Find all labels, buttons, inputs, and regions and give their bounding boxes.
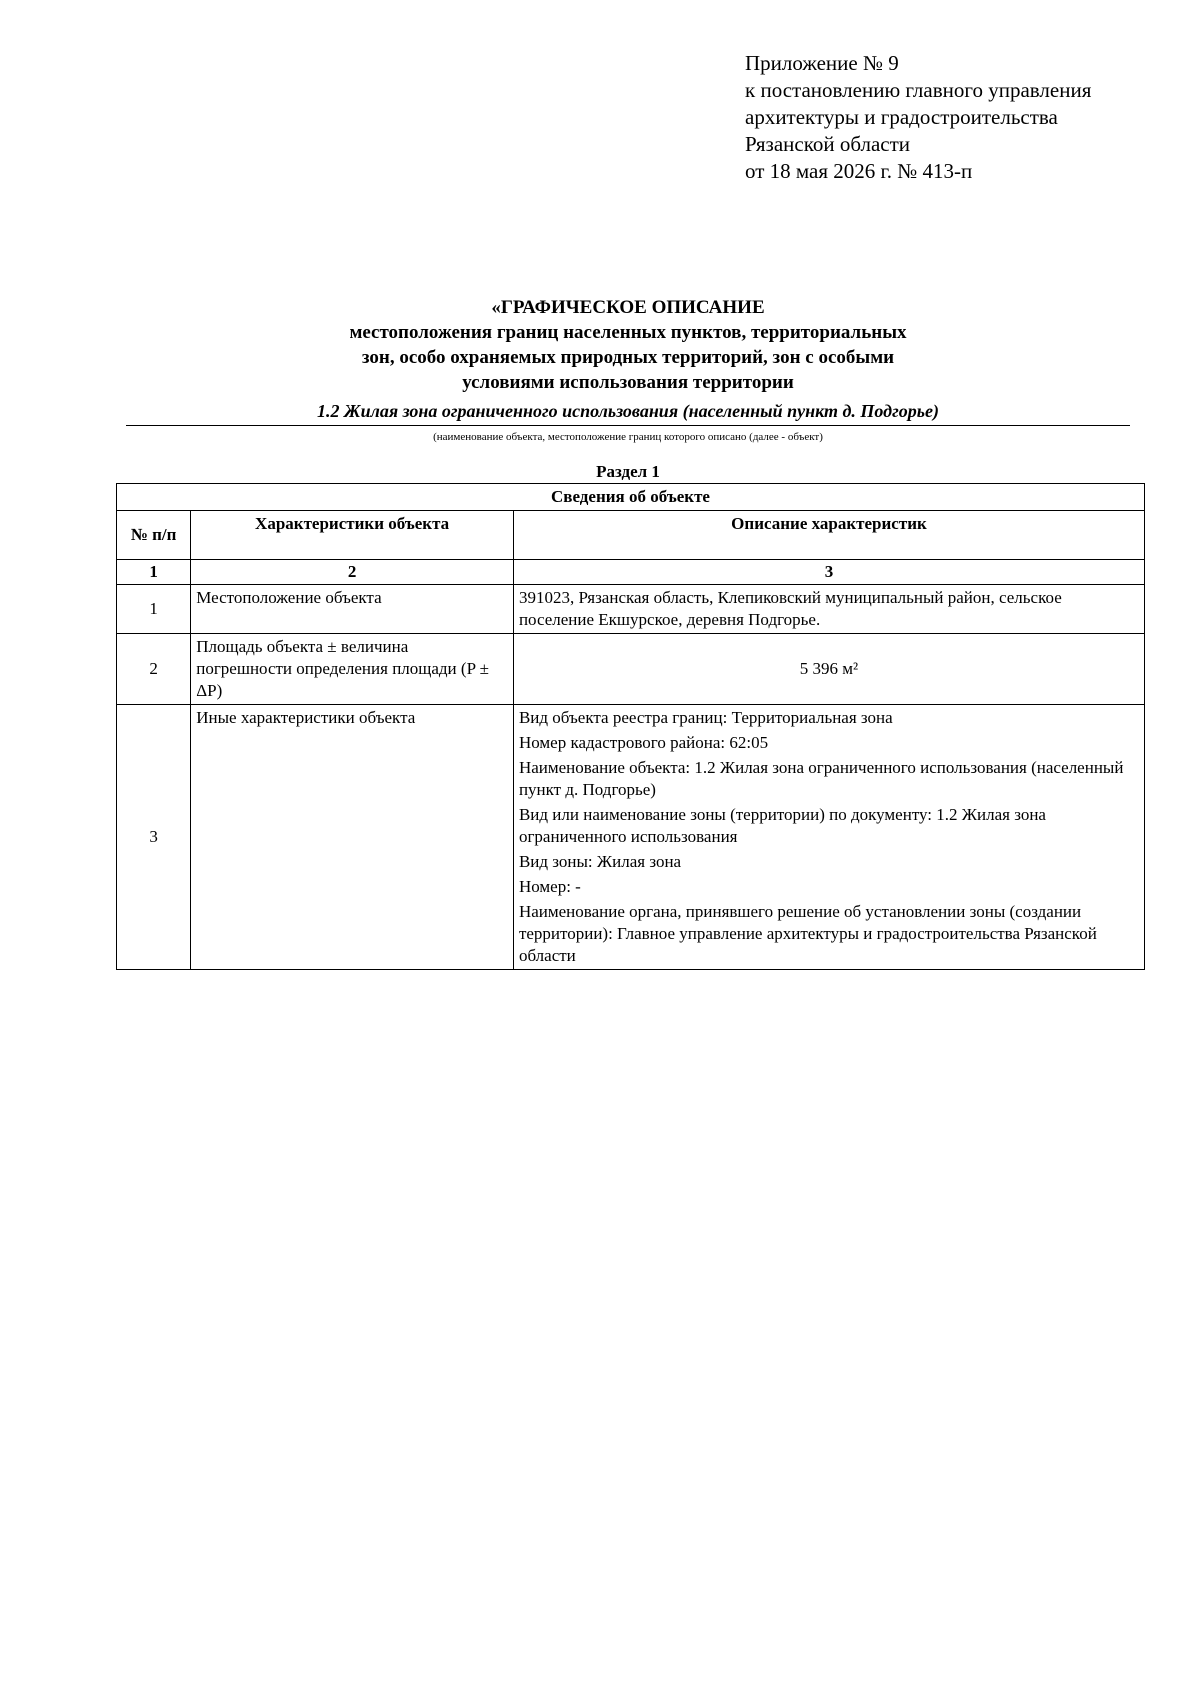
column-number: 2 bbox=[191, 560, 514, 585]
description-line: Наименование объекта: 1.2 Жилая зона ограниченного использования (населенный пункт д. Подгорье) bbox=[518, 758, 1124, 799]
object-name-underline bbox=[126, 425, 1130, 426]
description-line: Вид объекта реестра границ: Территориальная зона bbox=[518, 708, 893, 727]
row-num: 3 bbox=[117, 705, 191, 970]
title-subtitle-line: местоположения границ населенных пунктов, территориальных bbox=[349, 322, 907, 343]
table-header-row bbox=[117, 511, 1145, 560]
appendix-line: архитектуры и градостроительства bbox=[745, 105, 1058, 129]
column-number: 1 bbox=[117, 560, 191, 585]
object-name: 1.2 Жилая зона ограниченного использования (населенный пункт д. Подгорье) bbox=[317, 401, 939, 421]
table-title: Сведения об объекте bbox=[117, 484, 1145, 511]
title-subtitle-line: зон, особо охраняемых природных территорий, зон с особыми bbox=[361, 347, 895, 368]
description-line: Вид или наименование зоны (территории) по документу: 1.2 Жилая зона ограниченного использования bbox=[518, 805, 1046, 846]
appendix-header bbox=[745, 50, 1091, 185]
row-description bbox=[513, 705, 1144, 970]
column-number-row bbox=[117, 560, 1145, 585]
document-title bbox=[126, 295, 1130, 395]
description-line: Номер кадастрового района: 62:05 bbox=[518, 733, 769, 752]
row-num: 1 bbox=[117, 585, 191, 634]
row-characteristic: Местоположение объекта bbox=[191, 585, 514, 634]
header-characteristic: Характеристики объекта bbox=[191, 511, 514, 560]
appendix-line: к постановлению главного управления bbox=[745, 78, 1092, 102]
row-characteristic: Иные характеристики объекта bbox=[191, 705, 514, 970]
area-value: 5 396 м² bbox=[799, 659, 859, 678]
header-num: № п/п bbox=[117, 511, 191, 560]
description-line: 391023, Рязанская область, Клепиковский муниципальный район, сельское поселение Екшурское, деревня Подгорье. bbox=[518, 588, 1062, 629]
table-title-row bbox=[117, 484, 1145, 511]
description-line: Наименование органа, принявшего решение об установлении зоны (создании территории): Главное управление архитектуры и градостроительства Рязанской области bbox=[518, 902, 1097, 965]
column-number: 3 bbox=[513, 560, 1144, 585]
header-description: Описание характеристик bbox=[513, 511, 1144, 560]
row-characteristic: Площадь объекта ± величина погрешности определения площади (P ± ΔP) bbox=[191, 634, 514, 705]
table-row bbox=[117, 634, 1145, 705]
table-row bbox=[117, 705, 1145, 970]
object-name-caption: (наименование объекта, местоположение границ которого описано (далее - объект) bbox=[433, 431, 823, 443]
title-subtitle-line: условиями использования территории bbox=[462, 372, 794, 393]
appendix-line: от 18 мая 2026 г. № 413-п bbox=[745, 159, 973, 183]
object-info-table bbox=[116, 483, 1145, 970]
row-description bbox=[513, 585, 1144, 634]
table-row bbox=[117, 585, 1145, 634]
row-num: 2 bbox=[117, 634, 191, 705]
row-description bbox=[513, 634, 1144, 705]
title-main: «ГРАФИЧЕСКОЕ ОПИСАНИЕ bbox=[491, 297, 765, 318]
appendix-line: Приложение № 9 bbox=[745, 51, 899, 75]
description-line: Номер: - bbox=[518, 877, 581, 896]
section-label: Раздел 1 bbox=[596, 462, 660, 481]
description-line: Вид зоны: Жилая зона bbox=[518, 852, 682, 871]
appendix-line: Рязанской области bbox=[745, 132, 911, 156]
